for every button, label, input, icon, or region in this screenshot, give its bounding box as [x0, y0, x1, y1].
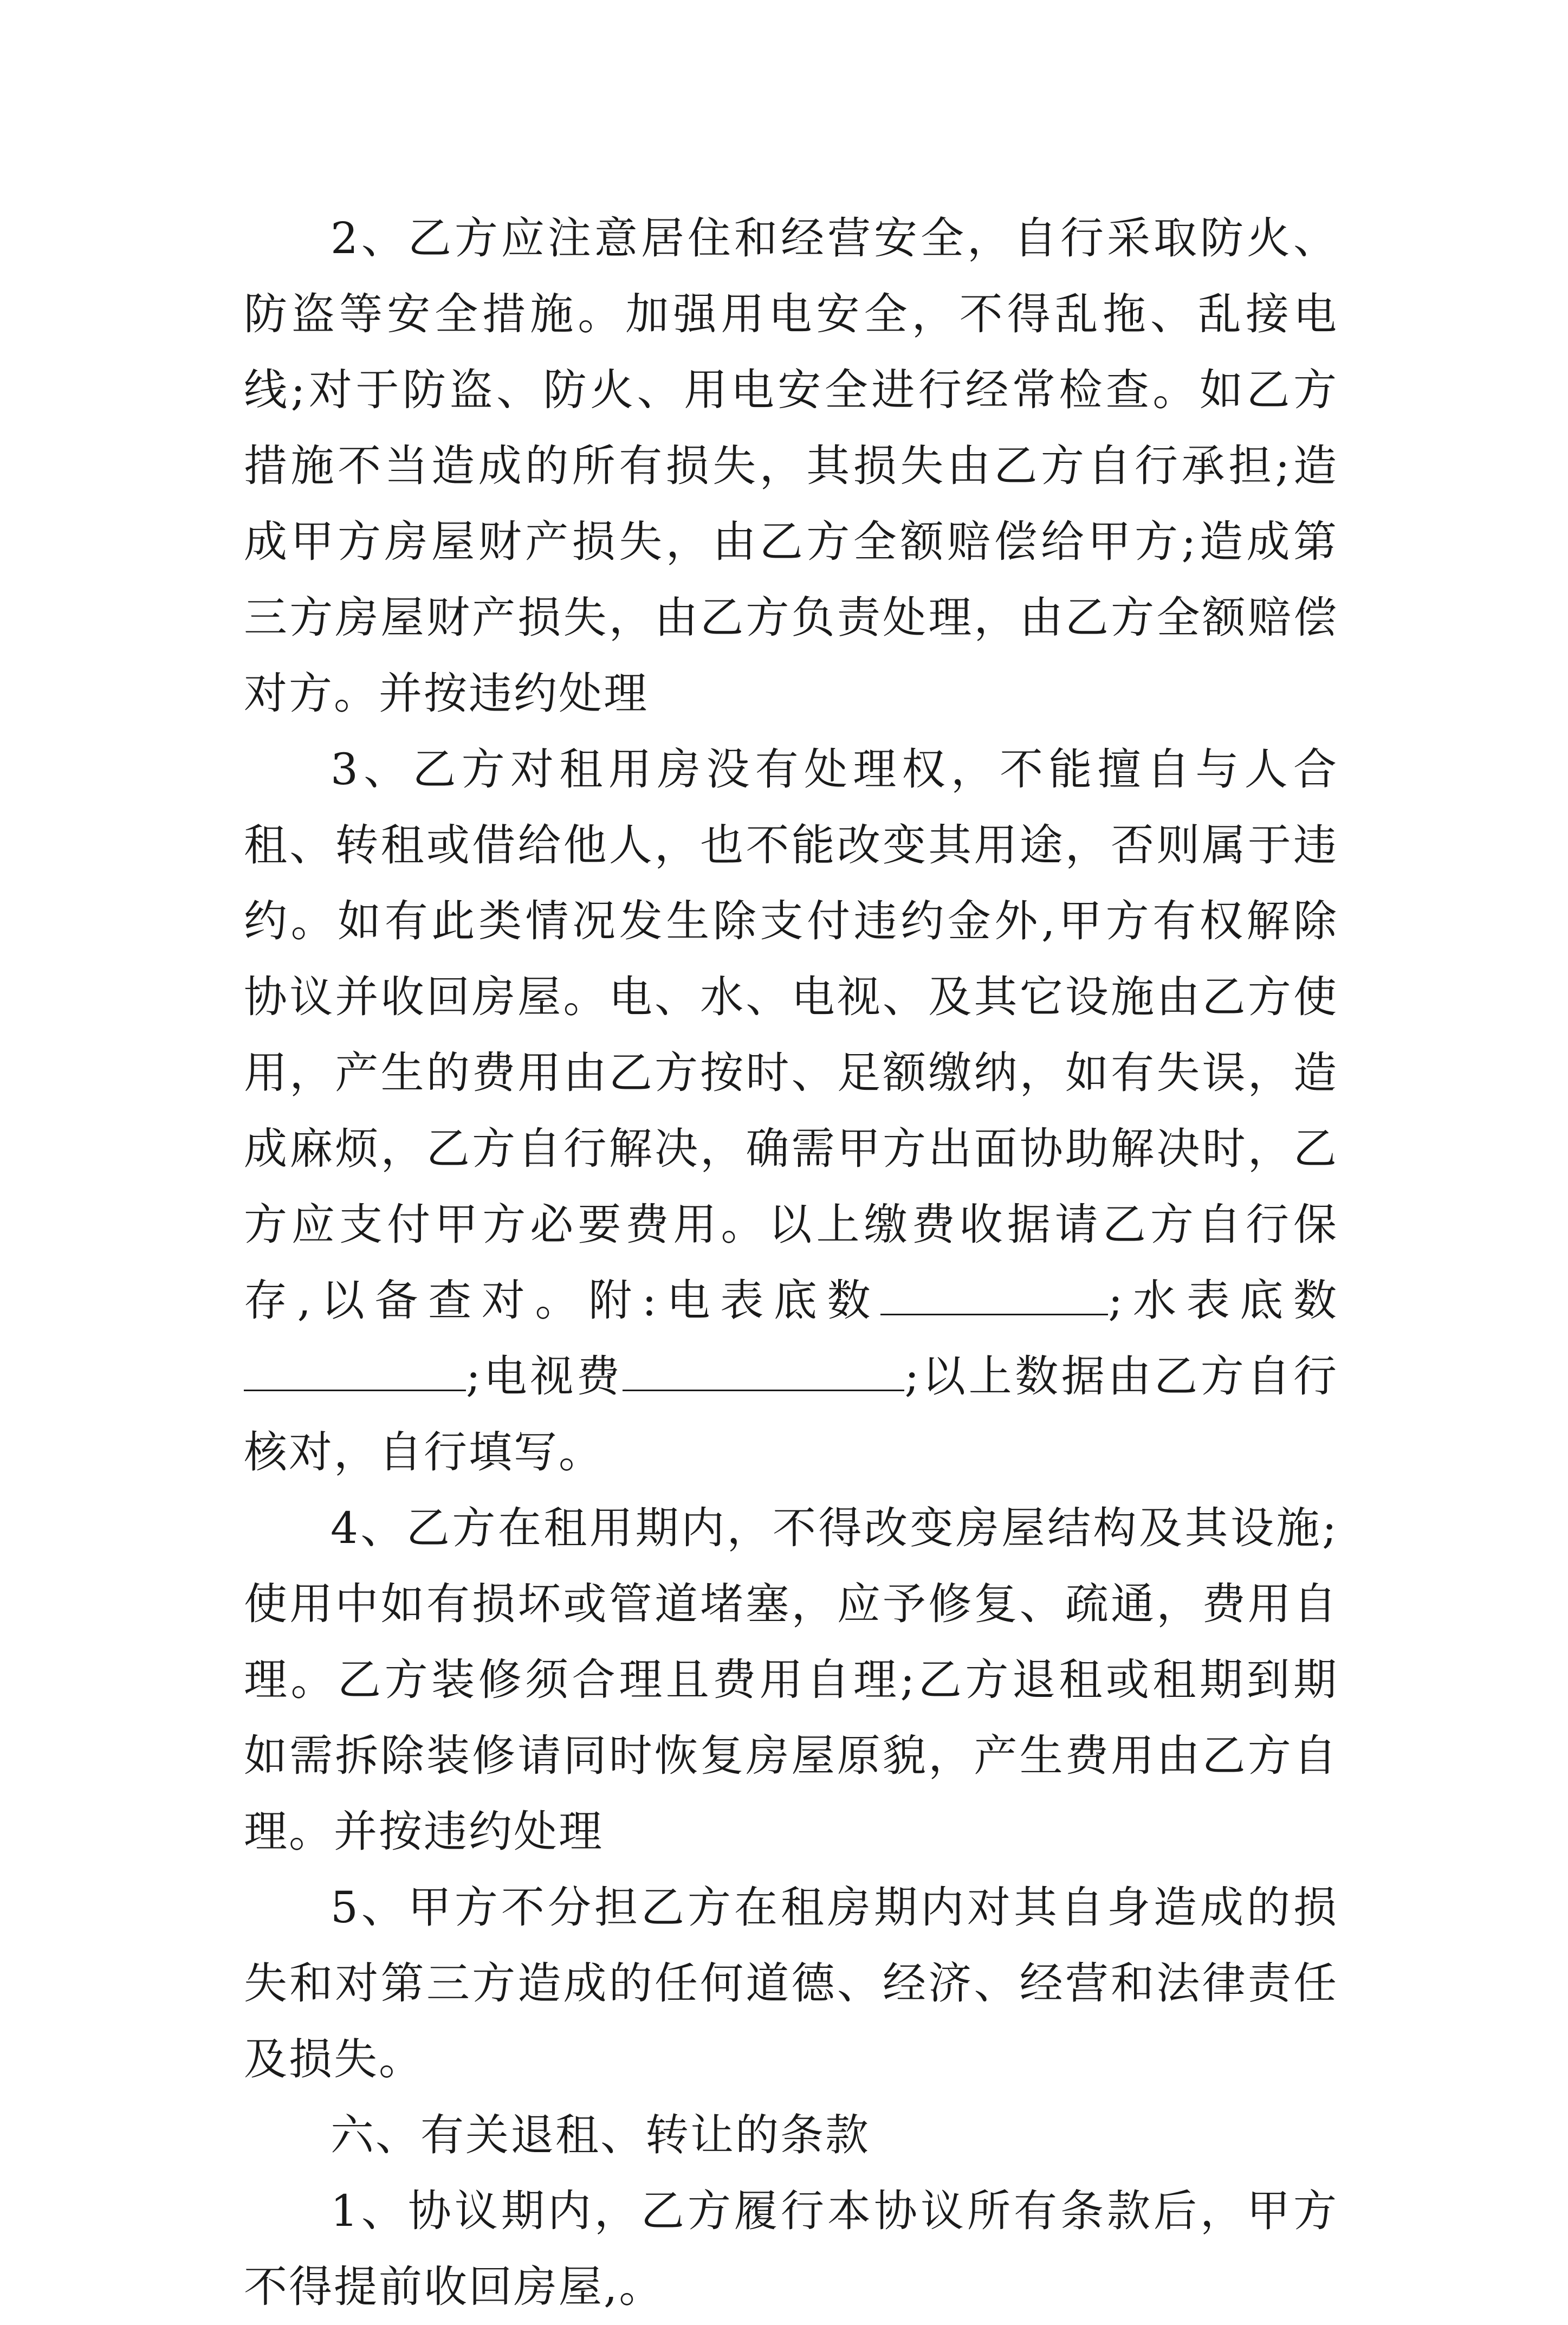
section-6-clause-1: 1、协议期内，乙方履行本协议所有条款后，甲方不得提前收回房屋,。: [244, 2186, 1338, 2312]
electric-meter-blank[interactable]: [880, 1276, 1108, 1315]
clause-3-ending: ;以上数据由乙方自行核对，自行填写。: [244, 1351, 1339, 1477]
document-body: [244, 201, 1338, 2325]
tv-fee-label: ;电视费: [466, 1351, 623, 1402]
section-6-heading: 六、有关退租、转让的条款: [331, 2110, 870, 2160]
water-meter-blank[interactable]: [244, 1352, 466, 1391]
clause-2-safety: 2、乙方应注意居住和经营安全，自行采取防火、防盗等安全措施。加强用电安全，不得乱拖、乱接电线;对于防盗、防火、用电安全进行经常检查。如乙方措施不当造成的所有损失，其损失由乙方自行承担;造成甲方房屋财产损失，由乙方全额赔偿给甲方;造成第三方房屋财产损失，由乙方负责处理，由乙方全额赔偿对方。并按违约处理: [244, 213, 1338, 719]
tv-fee-blank[interactable]: [623, 1352, 904, 1391]
clause-5-liability: 5、甲方不分担乙方在租房期内对其自身造成的损失和对第三方造成的任何道德、经济、经营和法律责任及损失。: [244, 1882, 1338, 2084]
water-meter-label: ;水表底数: [1108, 1275, 1338, 1326]
clause-3-disposal-rights: [244, 732, 1338, 1490]
clause-3-text: 3、乙方对租用房没有处理权，不能擅自与人合租、转租或借给他人，也不能改变其用途，否则属于违约。如有此类情况发生除支付违约金外,甲方有权解除协议并收回房屋。电、水、电视、及其它设施由乙方使用，产生的费用由乙方按时、足额缴纳，如有失误，造成麻烦，乙方自行解决，确需甲方出面协助解决时，乙方应支付甲方必要费用。以上缴费收据请乙方自行保存,以备查对。附:电表底数: [244, 744, 1338, 1326]
clause-4-structure: 4、乙方在租用期内，不得改变房屋结构及其设施;使用中如有损坏或管道堵塞，应予修复、疏通，费用自理。乙方装修须合理且费用自理;乙方退租或租期到期如需拆除装修请同时恢复房屋原貌，产生费用由乙方自理。并按违约处理: [244, 1503, 1338, 1857]
